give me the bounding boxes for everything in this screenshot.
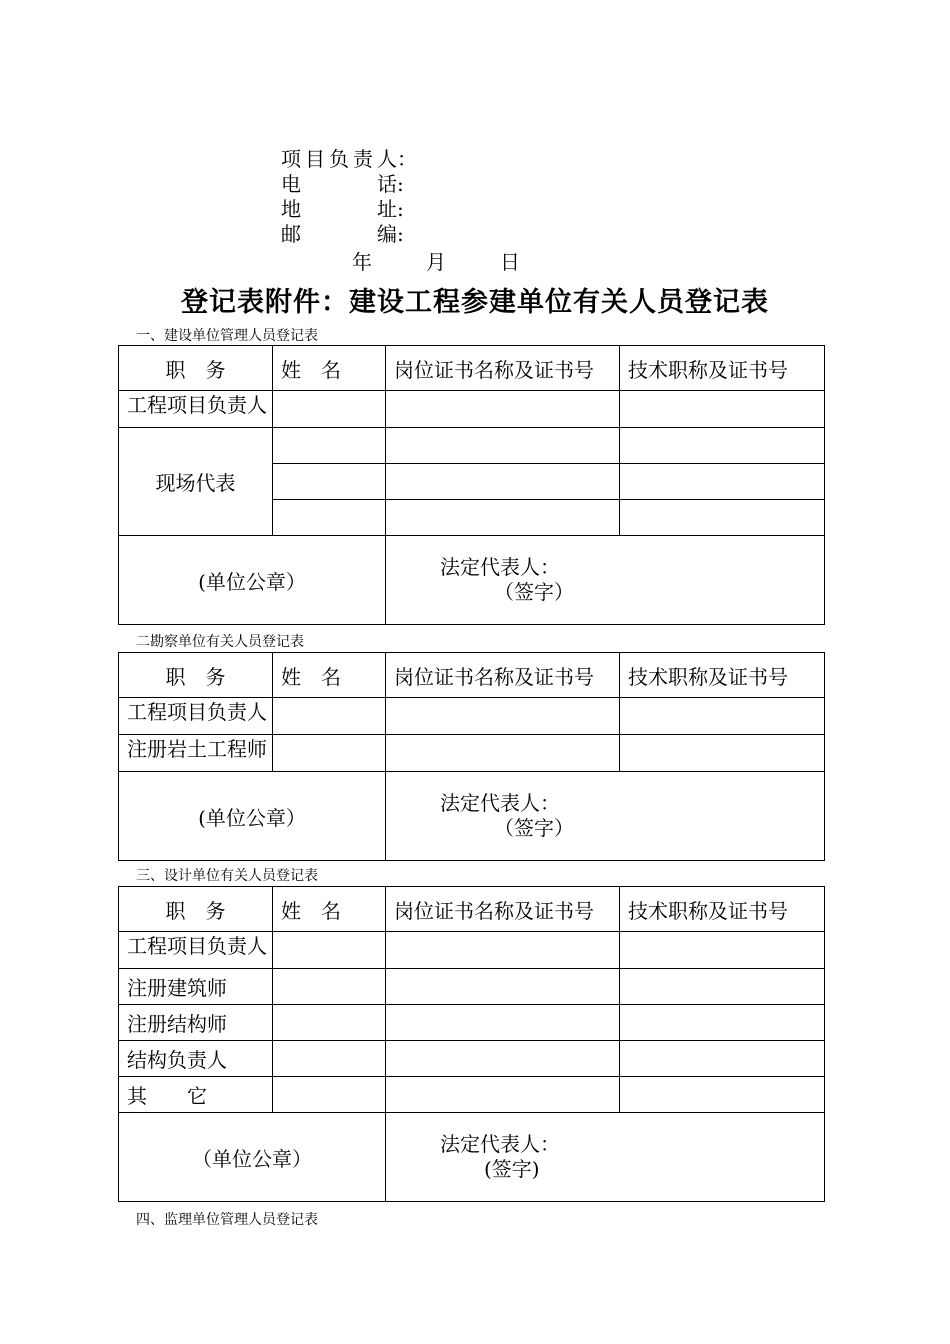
tech-title-cell[interactable]	[620, 735, 825, 772]
contact-colon: :	[397, 197, 404, 221]
table-row	[119, 391, 825, 428]
unit-seal-cell: (单位公章）	[119, 536, 386, 625]
legal-rep-label: 法定代表人：	[440, 791, 560, 815]
name-cell[interactable]	[273, 1077, 386, 1113]
seal-row	[119, 1113, 825, 1202]
date-month: 月	[426, 250, 446, 274]
date-year: 年	[352, 250, 372, 274]
seal-row	[119, 536, 825, 625]
position-cell: 现场代表	[119, 428, 273, 536]
tech-title-cell[interactable]	[620, 464, 825, 500]
name-cell[interactable]	[273, 464, 386, 500]
contact-label: 电 话	[281, 172, 397, 196]
section4-title: 四、监理单位管理人员登记表	[136, 1212, 318, 1228]
tech-title-cell[interactable]	[620, 1041, 825, 1077]
post-cert-cell[interactable]	[386, 969, 620, 1005]
tech-title-cell[interactable]	[620, 391, 825, 428]
header-name: 姓 名	[273, 346, 386, 391]
post-cert-cell[interactable]	[386, 500, 620, 536]
position-cell: 注册结构师	[119, 1005, 273, 1041]
table-row	[119, 932, 825, 969]
tech-title-cell[interactable]	[620, 1077, 825, 1113]
contact-colon: :	[397, 222, 404, 246]
header-tech-title: 技术职称及证书号	[620, 653, 825, 698]
name-cell[interactable]	[273, 932, 386, 969]
header-position: 职 务	[119, 887, 273, 932]
header-post-cert: 岗位证书名称及证书号	[386, 346, 620, 391]
post-cert-cell[interactable]	[386, 464, 620, 500]
name-cell[interactable]	[273, 735, 386, 772]
name-cell[interactable]	[273, 1041, 386, 1077]
table-row	[119, 1041, 825, 1077]
name-cell[interactable]	[273, 391, 386, 428]
post-cert-cell[interactable]	[386, 932, 620, 969]
header-tech-title: 技术职称及证书号	[620, 887, 825, 932]
post-cert-cell[interactable]	[386, 698, 620, 735]
section1-table	[118, 345, 825, 625]
signature-label: （签字）	[494, 580, 574, 604]
position-cell: 其 它	[119, 1077, 273, 1113]
name-cell[interactable]	[273, 428, 386, 464]
contact-label: 地 址	[281, 197, 397, 221]
table-header-row	[119, 887, 825, 932]
table-row	[119, 698, 825, 735]
section1-title: 一、建设单位管理人员登记表	[136, 328, 318, 344]
signature-label: （签字）	[494, 816, 574, 840]
tech-title-cell[interactable]	[620, 1005, 825, 1041]
header-post-cert: 岗位证书名称及证书号	[386, 653, 620, 698]
position-cell: 工程项目负责人	[119, 932, 273, 969]
legal-rep-cell[interactable]	[386, 536, 825, 625]
name-cell[interactable]	[273, 969, 386, 1005]
contact-colon: ：	[397, 147, 417, 171]
table-row	[119, 969, 825, 1005]
seal-row	[119, 772, 825, 861]
tech-title-cell[interactable]	[620, 969, 825, 1005]
name-cell[interactable]	[273, 698, 386, 735]
contact-block	[281, 147, 417, 247]
name-cell[interactable]	[273, 1005, 386, 1041]
tech-title-cell[interactable]	[620, 428, 825, 464]
table-header-row	[119, 653, 825, 698]
legal-rep-label: 法定代表人：	[440, 1132, 560, 1156]
unit-seal-cell: （单位公章）	[119, 1113, 386, 1202]
section3-table	[118, 886, 825, 1202]
post-cert-cell[interactable]	[386, 735, 620, 772]
position-cell: 工程项目负责人	[119, 698, 273, 735]
post-cert-cell[interactable]	[386, 428, 620, 464]
tech-title-cell[interactable]	[620, 500, 825, 536]
contact-row-phone	[281, 172, 417, 197]
table-row	[119, 428, 825, 464]
contact-label: 项 目 负 责 人	[281, 147, 397, 171]
post-cert-cell[interactable]	[386, 1077, 620, 1113]
position-cell: 注册岩土工程师	[119, 735, 273, 772]
table-row	[119, 1005, 825, 1041]
section2-title: 二勘察单位有关人员登记表	[136, 634, 304, 650]
tech-title-cell[interactable]	[620, 932, 825, 969]
tech-title-cell[interactable]	[620, 698, 825, 735]
position-cell: 结构负责人	[119, 1041, 273, 1077]
header-tech-title: 技术职称及证书号	[620, 346, 825, 391]
legal-rep-label: 法定代表人：	[440, 555, 560, 579]
legal-rep-cell[interactable]	[386, 1113, 825, 1202]
header-name: 姓 名	[273, 653, 386, 698]
position-cell: 注册建筑师	[119, 969, 273, 1005]
section3-title: 三、设计单位有关人员登记表	[136, 868, 318, 884]
section2-table	[118, 652, 825, 861]
header-position: 职 务	[119, 653, 273, 698]
header-position: 职 务	[119, 346, 273, 391]
post-cert-cell[interactable]	[386, 391, 620, 428]
header-name: 姓 名	[273, 887, 386, 932]
page-title: 登记表附件：建设工程参建单位有关人员登记表	[181, 287, 769, 318]
table-header-row	[119, 346, 825, 391]
position-cell: 工程项目负责人	[119, 391, 273, 428]
contact-colon: :	[397, 172, 404, 196]
post-cert-cell[interactable]	[386, 1041, 620, 1077]
table-row	[119, 1077, 825, 1113]
name-cell[interactable]	[273, 500, 386, 536]
header-post-cert: 岗位证书名称及证书号	[386, 887, 620, 932]
legal-rep-cell[interactable]	[386, 772, 825, 861]
contact-label: 邮 编	[281, 222, 397, 246]
date-day: 日	[500, 250, 520, 274]
post-cert-cell[interactable]	[386, 1005, 620, 1041]
contact-row-postcode	[281, 222, 417, 247]
table-row	[119, 735, 825, 772]
signature-label: (签字)	[484, 1157, 540, 1181]
contact-row-manager	[281, 147, 417, 172]
date-line	[352, 246, 574, 275]
contact-row-address	[281, 197, 417, 222]
unit-seal-cell: (单位公章）	[119, 772, 386, 861]
